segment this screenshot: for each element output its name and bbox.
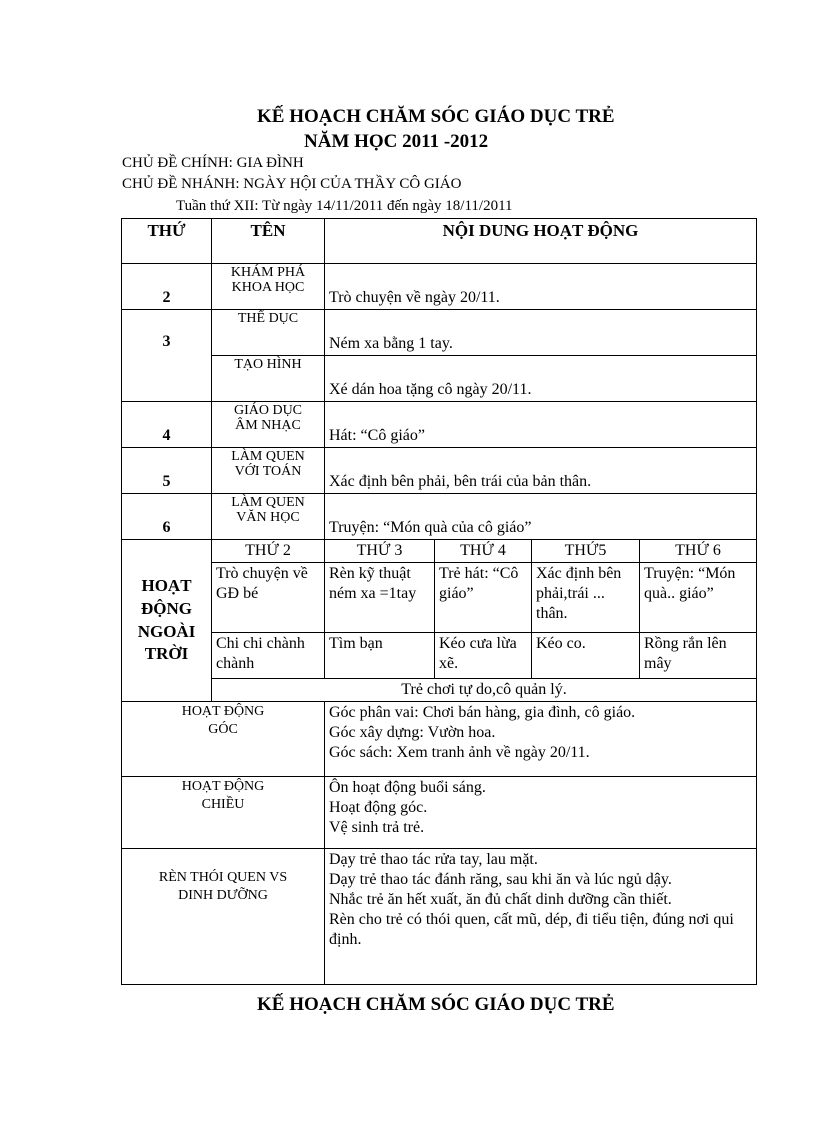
- corner-label: HOẠT ĐỘNG GÓC: [122, 702, 325, 777]
- outdoor-days-row: [122, 540, 757, 563]
- habits-line: Rèn cho trẻ có thói quen, cất mũ, dép, đi tiểu tiện, đúng nơi qui định.: [329, 911, 734, 948]
- corner-line: Góc sách: Xem tranh ảnh về ngày 20/11.: [329, 744, 590, 761]
- outdoor-day-5: THỨ5: [532, 540, 640, 563]
- outdoor-cell: Kéo co.: [532, 633, 640, 679]
- content-cell: Xé dán hoa tặng cô ngày 20/11.: [325, 356, 757, 402]
- subject-cell: TẠO HÌNH: [212, 356, 325, 402]
- subject-cell: THỂ DỤC: [212, 310, 325, 356]
- habits-line: Dạy trẻ thao tác rửa tay, lau mặt.: [329, 851, 538, 868]
- content-cell: Truyện: “Món quà của cô giáo”: [325, 494, 757, 540]
- activity-plan-table: [121, 218, 757, 985]
- school-year: NĂM HỌC 2011 -2012: [304, 131, 489, 152]
- habits-content: [325, 849, 757, 985]
- table-row: [122, 448, 757, 494]
- outdoor-day-3: THỨ 3: [325, 540, 435, 563]
- outdoor-day-2: THỨ 2: [212, 540, 325, 563]
- habits-row: [122, 849, 757, 985]
- subject-cell: KHÁM PHÁ KHOA HỌC: [212, 264, 325, 310]
- day-cell: 6: [122, 494, 212, 540]
- day-cell: 5: [122, 448, 212, 494]
- afternoon-line: Vệ sinh trả trẻ.: [329, 819, 425, 836]
- content-cell: Xác định bên phải, bên trái của bản thân.: [325, 448, 757, 494]
- table-header-row: [122, 219, 757, 264]
- habits-label: RÈN THÓI QUEN VS DINH DƯỠNG: [122, 849, 325, 985]
- outdoor-cell: Rồng rắn lên mây: [640, 633, 757, 679]
- outdoor-cell: Trẻ hát: “Cô giáo”: [435, 563, 532, 633]
- outdoor-free-row: [122, 679, 757, 702]
- outdoor-cell: Trò chuyện về GĐ bé: [212, 563, 325, 633]
- header-subject: TÊN: [212, 219, 325, 264]
- table-row: [122, 264, 757, 310]
- content-cell: Hát: “Cô giáo”: [325, 402, 757, 448]
- subject-cell: LÀM QUEN VỚI TOÁN: [212, 448, 325, 494]
- afternoon-content: [325, 777, 757, 849]
- corner-row: [122, 702, 757, 777]
- header-content: NỘI DUNG HOẠT ĐỘNG: [325, 219, 757, 264]
- table-row: [122, 494, 757, 540]
- day-cell: 4: [122, 402, 212, 448]
- sub-theme: CHỦ ĐỀ NHÁNH: NGÀY HỘI CỦA THẦY CÔ GIÁO: [122, 176, 462, 192]
- free-play-cell: Trẻ chơi tự do,cô quản lý.: [212, 679, 757, 702]
- content-cell: Trò chuyện về ngày 20/11.: [325, 264, 757, 310]
- corner-line: Góc phân vai: Chơi bán hàng, gia đình, cô giáo.: [329, 704, 636, 721]
- habits-line: Dạy trẻ thao tác đánh răng, sau khi ăn và lúc ngủ dậy.: [329, 871, 672, 888]
- content-cell: Ném xa bằng 1 tay.: [325, 310, 757, 356]
- outdoor-game-row: [122, 633, 757, 679]
- outdoor-cell: Kéo cưa lừa xẽ.: [435, 633, 532, 679]
- corner-content: [325, 702, 757, 777]
- subject-cell: LÀM QUEN VĂN HỌC: [212, 494, 325, 540]
- afternoon-line: Hoạt động góc.: [329, 799, 428, 816]
- day-cell: 3: [122, 310, 212, 402]
- afternoon-label: HOẠT ĐỘNG CHIỀU: [122, 777, 325, 849]
- outdoor-cell: Xác định bên phải,trái ... thân.: [532, 563, 640, 633]
- habits-line: Nhắc trẻ ăn hết xuất, ăn đủ chất dinh dưỡng cần thiết.: [329, 891, 672, 908]
- outdoor-day-6: THỨ 6: [640, 540, 757, 563]
- table-row: [122, 402, 757, 448]
- outdoor-day-4: THỨ 4: [435, 540, 532, 563]
- subject-cell: GIÁO DỤC ÂM NHẠC: [212, 402, 325, 448]
- outdoor-label: HOẠT ĐỘNG NGOÀI TRỜI: [122, 540, 212, 702]
- outdoor-cell: Tìm bạn: [325, 633, 435, 679]
- footer-title: KẾ HOẠCH CHĂM SÓC GIÁO DỤC TRẺ: [257, 994, 615, 1015]
- header-day: THỨ: [122, 219, 212, 264]
- outdoor-cell: Truyện: “Món quà.. giáo”: [640, 563, 757, 633]
- doc-title: KẾ HOẠCH CHĂM SÓC GIÁO DỤC TRẺ: [257, 106, 615, 127]
- afternoon-line: Ôn hoạt động buổi sáng.: [329, 779, 486, 796]
- afternoon-row: [122, 777, 757, 849]
- corner-line: Góc xây dựng: Vườn hoa.: [329, 724, 496, 741]
- table-row: [122, 310, 757, 356]
- outdoor-activity-row: [122, 563, 757, 633]
- week-range: Tuần thứ XII: Từ ngày 14/11/2011 đến ngày 18/11/2011: [176, 198, 513, 214]
- outdoor-cell: Chi chi chành chành: [212, 633, 325, 679]
- day-cell: 2: [122, 264, 212, 310]
- main-theme: CHỦ ĐỀ CHÍNH: GIA ĐÌNH: [122, 155, 304, 171]
- table-row: [122, 356, 757, 402]
- outdoor-cell: Rèn kỹ thuật ném xa =1tay: [325, 563, 435, 633]
